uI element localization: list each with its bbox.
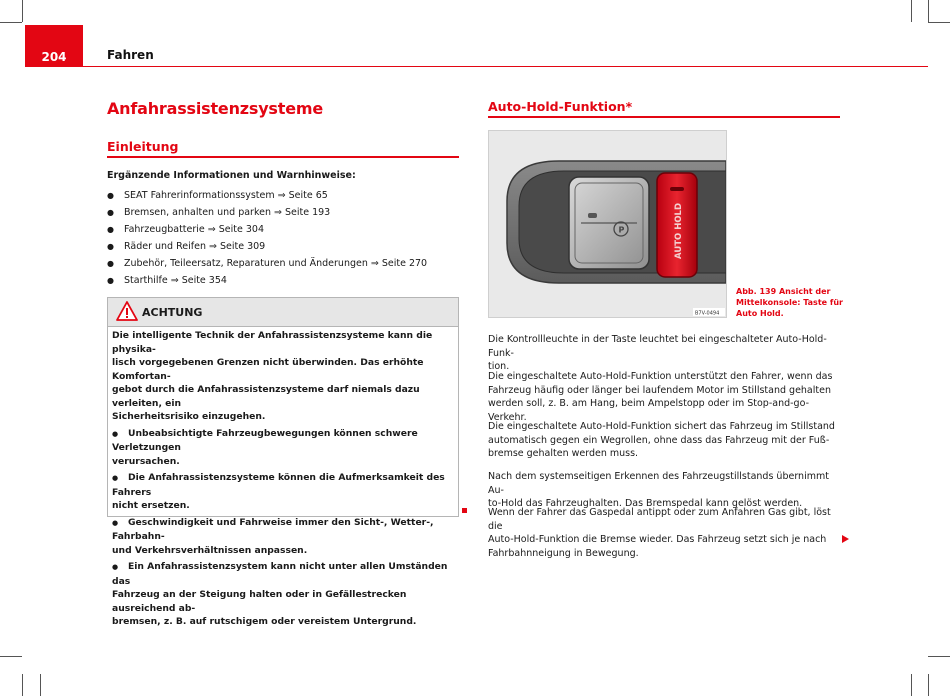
text-line: nicht ersetzen. bbox=[112, 500, 190, 511]
list-item bbox=[107, 221, 427, 238]
crop-mark bbox=[22, 674, 23, 696]
text-line: Die eingeschaltete Auto-Hold-Funktion unterstützt den Fahrer, wenn das bbox=[488, 371, 833, 382]
svg-text:P: P bbox=[618, 225, 625, 235]
text-line: Sicherheitsrisiko einzugehen. bbox=[112, 411, 266, 422]
page-number-badge bbox=[25, 25, 83, 67]
paragraph bbox=[488, 370, 840, 424]
section-heading: Auto-Hold-Funktion* bbox=[488, 99, 633, 114]
warning-header bbox=[108, 298, 458, 327]
page-number: 204 bbox=[41, 50, 67, 64]
crop-mark bbox=[928, 22, 950, 23]
text-line: Geschwindigkeit und Fahrweise immer den Sicht-, Wetter-, Fahrbahn- bbox=[112, 516, 434, 542]
text-line: Fahrbahnneigung in Bewegung. bbox=[488, 547, 639, 559]
list-item bbox=[107, 238, 427, 255]
text-line: Die intelligente Technik der Anfahrassistenzsysteme kann die physika- bbox=[112, 330, 433, 355]
figure-caption bbox=[736, 286, 846, 319]
chapter-title: Anfahrassistenzsysteme bbox=[107, 99, 323, 118]
header-rule bbox=[25, 66, 928, 67]
text-line: Die Kontrollleuchte in der Taste leuchtet bei eingeschalteter Auto-Hold-Funk- bbox=[488, 334, 827, 359]
warning-box bbox=[107, 297, 459, 627]
text-line: automatisch gegen ein Wegrollen, ohne dass das Fahrzeug mit der Fuß- bbox=[488, 434, 830, 446]
text-line: Ein Anfahrassistenzsystem kann nicht unter allen Umständen das bbox=[112, 561, 448, 587]
paragraph bbox=[488, 506, 840, 560]
paragraph bbox=[488, 470, 840, 511]
text-line: verursachen. bbox=[112, 455, 180, 467]
list-item-text: Räder und Reifen ⇒ Seite 309 bbox=[124, 241, 266, 252]
crop-mark bbox=[22, 0, 23, 22]
text-line: Auto-Hold-Funktion die Bremse wieder. Das Fahrzeug setzt sich je nach bbox=[488, 534, 827, 545]
section-end-marker bbox=[462, 508, 467, 513]
list-item-text: Zubehör, Teileersatz, Reparaturen und Änderungen ⇒ Seite 270 bbox=[124, 258, 428, 269]
center-console-illustration bbox=[489, 131, 726, 317]
caption-line: Auto Hold. bbox=[736, 309, 784, 318]
crop-mark bbox=[928, 674, 929, 696]
crop-mark bbox=[0, 22, 22, 23]
text-line: gebot durch die Anfahrassistenzsysteme darf niemals dazu verleiten, ein bbox=[112, 384, 420, 409]
text-line: Wenn der Fahrer das Gaspedal antippt oder zum Anfahren Gas gibt, löst die bbox=[488, 507, 831, 532]
text-line: und Verkehrsverhältnissen anpassen. bbox=[112, 544, 308, 556]
warning-triangle-icon bbox=[116, 301, 138, 321]
subtitle-rule bbox=[107, 156, 459, 158]
text-line: Fahrzeug an der Steigung halten oder in Gefällestrecken ausreichend ab- bbox=[112, 589, 407, 614]
warning-item bbox=[112, 471, 456, 513]
section-title: Fahren bbox=[107, 48, 154, 62]
list-item bbox=[107, 204, 427, 221]
list-item-text: SEAT Fahrerinformationssystem ⇒ Seite 65 bbox=[124, 190, 328, 201]
list-item bbox=[107, 272, 427, 289]
text-line: werden soll, z. B. am Hang, beim Ampelstopp oder im Stop-and-go-Verkehr. bbox=[488, 398, 810, 423]
continue-arrow-icon bbox=[842, 535, 849, 543]
paragraph bbox=[488, 420, 840, 461]
text-line: tion. bbox=[488, 361, 510, 372]
text-line: Fahrzeug häufig oder länger bei laufendem Motor im Stillstand gehalten bbox=[488, 384, 831, 396]
crop-mark bbox=[40, 674, 41, 696]
figure-auto-hold bbox=[488, 130, 727, 318]
bullet-dot: ● bbox=[112, 518, 119, 527]
text-line: Die Anfahrassistenzsysteme können die Aufmerksamkeit des Fahrers bbox=[112, 472, 445, 498]
text-line: Die eingeschaltete Auto-Hold-Funktion sichert das Fahrzeug im Stillstand bbox=[488, 421, 835, 432]
warning-intro bbox=[112, 329, 456, 424]
crop-mark bbox=[911, 674, 912, 696]
list-item-text: Fahrzeugbatterie ⇒ Seite 304 bbox=[124, 224, 264, 235]
caption-line: Mittelkonsole: Taste für bbox=[736, 298, 843, 307]
bullet-dot: ● bbox=[112, 474, 119, 482]
crop-mark bbox=[928, 0, 929, 22]
text-line: bremse gehalten werden muss. bbox=[488, 448, 639, 459]
warning-item bbox=[112, 560, 456, 629]
bullet-dot: ● bbox=[112, 563, 119, 571]
list-item bbox=[107, 187, 427, 204]
list-item bbox=[107, 255, 427, 272]
warning-item bbox=[112, 427, 456, 469]
text-line: to-Hold das Fahrzeughalten. Das Bremspedal kann gelöst werden. bbox=[488, 498, 803, 509]
reference-list bbox=[107, 187, 427, 289]
info-heading: Ergänzende Informationen und Warnhinweise: bbox=[107, 170, 356, 181]
auto-hold-button-label: AUTO HOLD bbox=[674, 202, 684, 259]
figure-code: B7V-0494 bbox=[695, 310, 720, 317]
list-item-text: Bremsen, anhalten und parken ⇒ Seite 193 bbox=[124, 207, 331, 218]
paragraph bbox=[488, 333, 840, 374]
section-heading-rule bbox=[488, 116, 840, 118]
warning-body bbox=[112, 329, 456, 629]
crop-mark bbox=[0, 656, 22, 657]
bullet-dot: ● bbox=[112, 429, 119, 438]
text-line: lisch vorgegebenen Grenzen nicht überwinden. Das erhöhte Komfortan- bbox=[112, 357, 424, 382]
warning-item bbox=[112, 516, 456, 558]
text-line: bremsen, z. B. auf rutschigem oder vereistem Untergrund. bbox=[112, 616, 417, 627]
list-item-text: Starthilfe ⇒ Seite 354 bbox=[124, 275, 227, 286]
subtitle: Einleitung bbox=[107, 139, 179, 154]
text-line: Nach dem systemseitigen Erkennen des Fahrzeugstillstands übernimmt Au- bbox=[488, 471, 829, 496]
caption-line: Abb. 139 Ansicht der bbox=[736, 287, 831, 296]
text-line: Unbeabsichtigte Fahrzeugbewegungen können schwere Verletzungen bbox=[112, 427, 418, 453]
crop-mark bbox=[928, 656, 950, 657]
warning-title: ACHTUNG bbox=[142, 306, 203, 319]
crop-mark bbox=[911, 0, 912, 22]
